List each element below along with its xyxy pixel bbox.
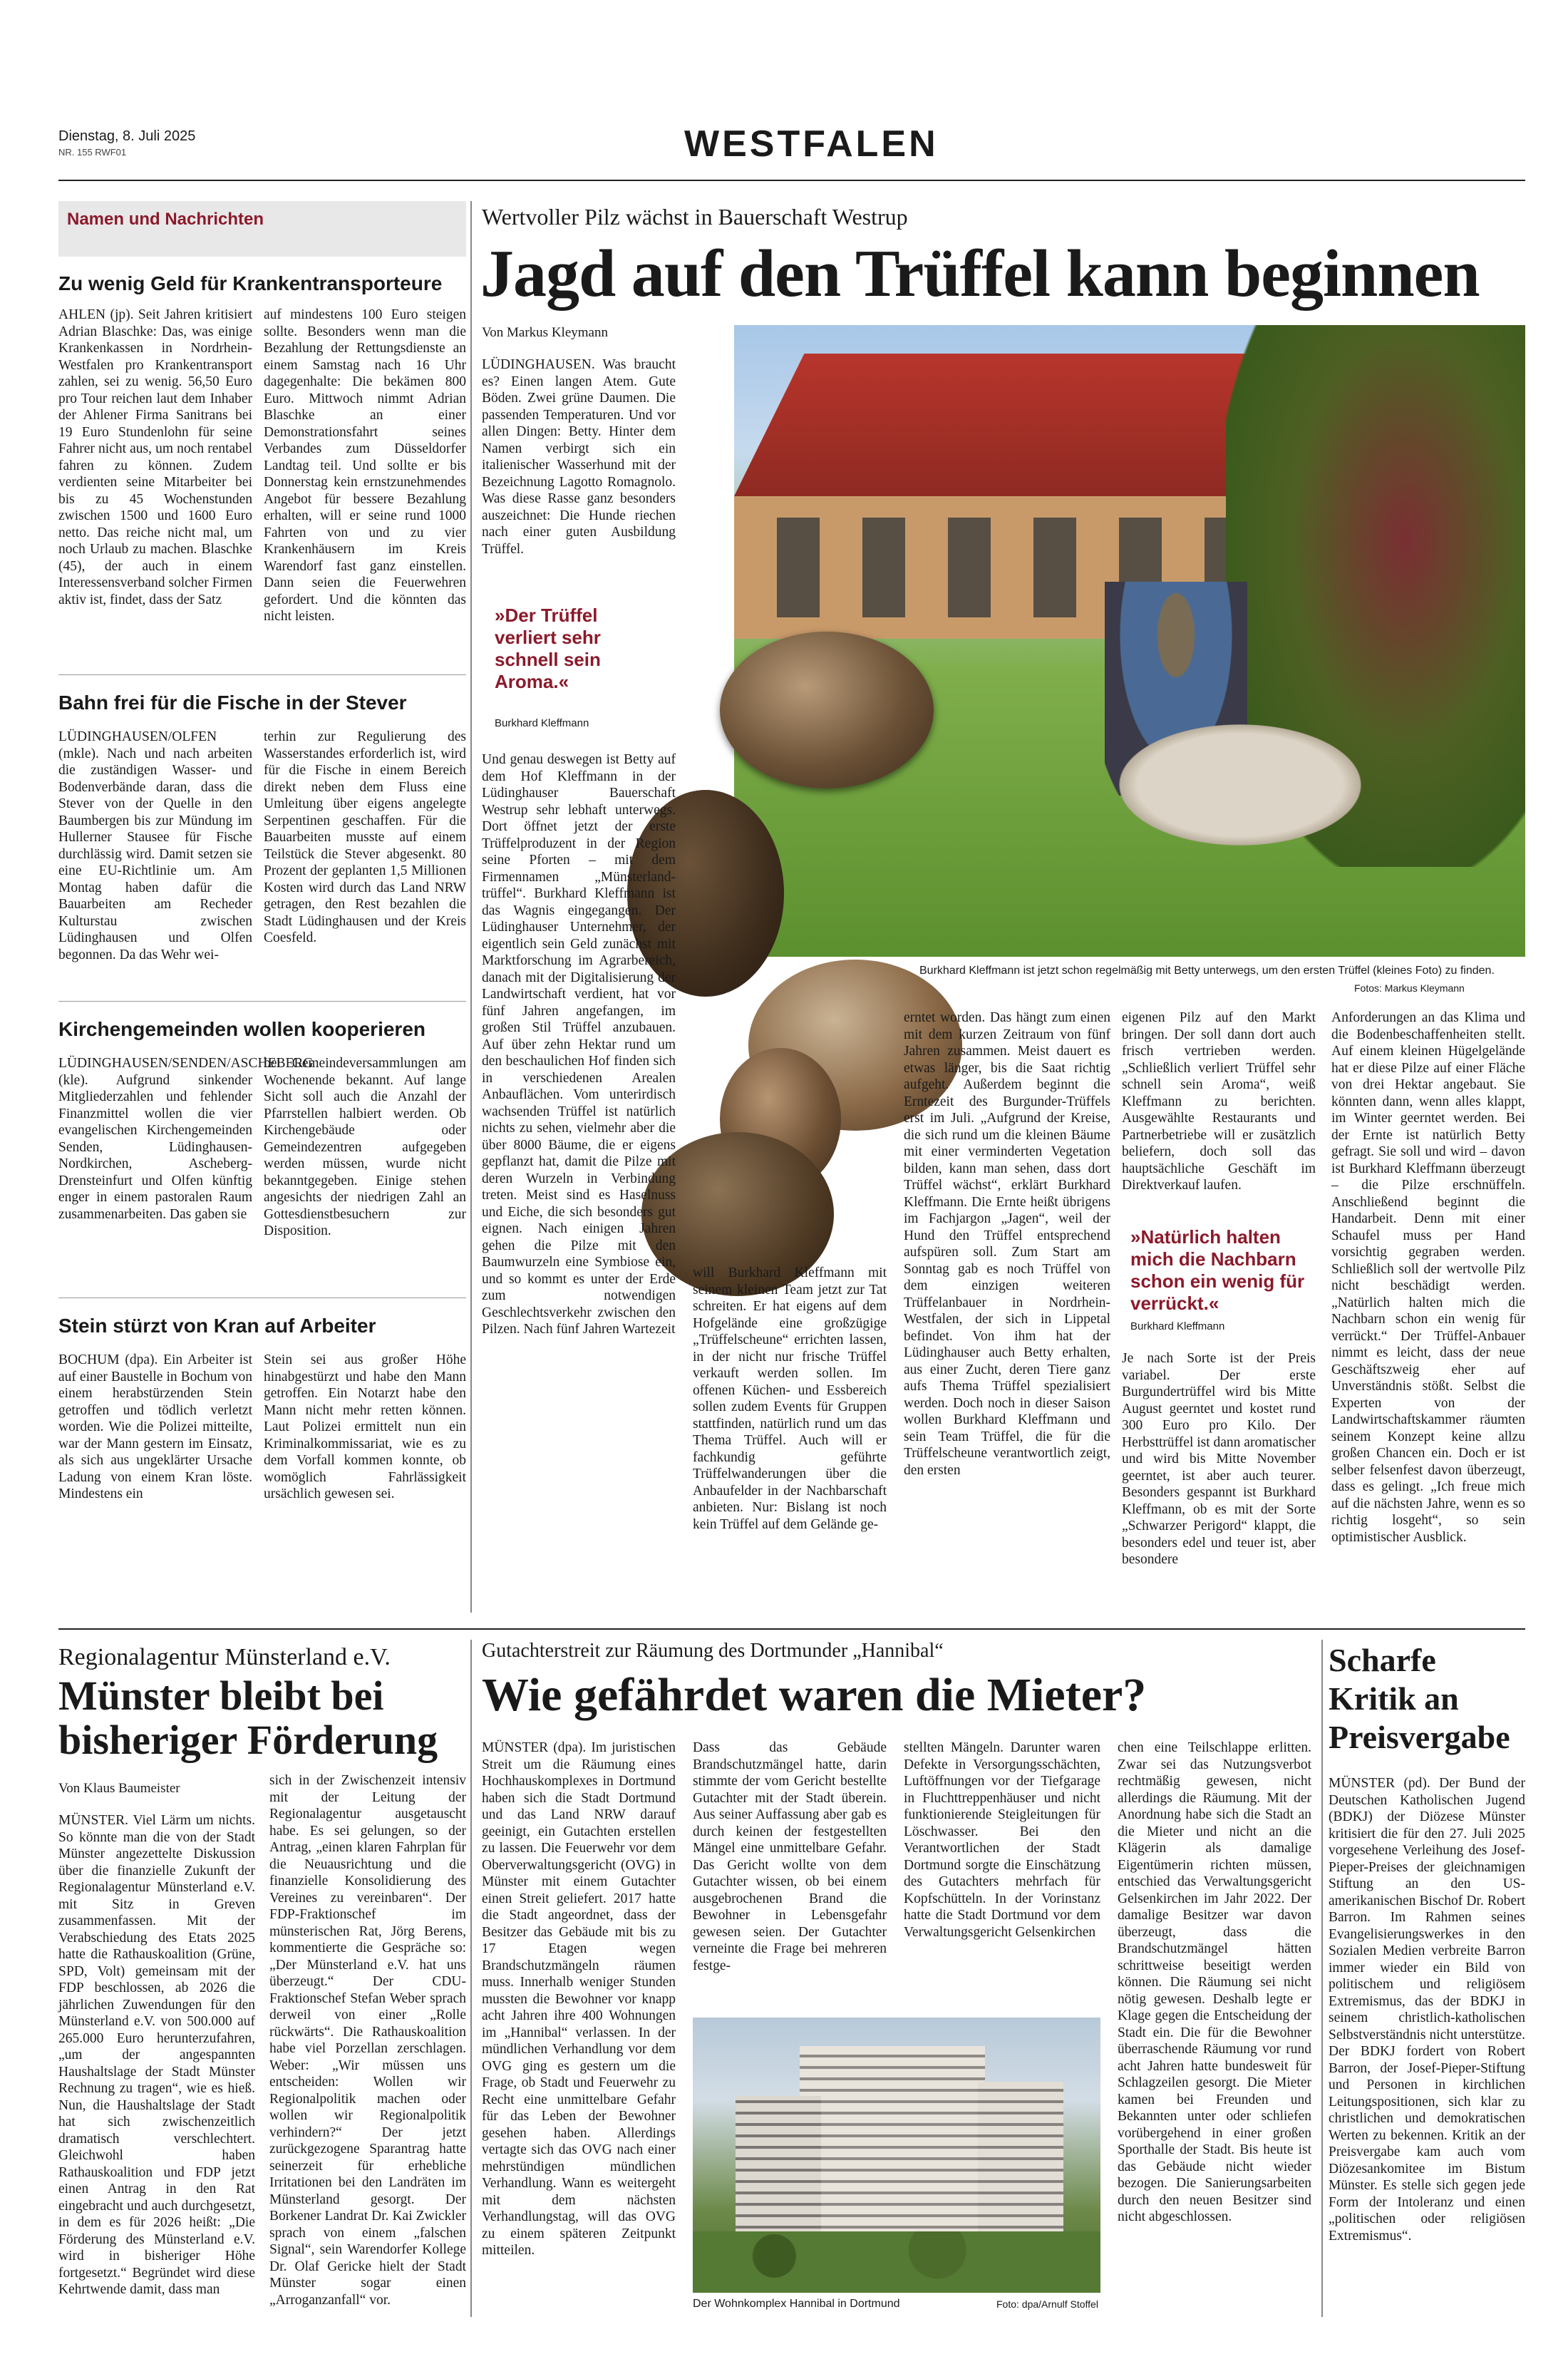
hannibal-column: chen eine Teilschlappe erlitten. Zwar sei das Nutzungsverbot rechtmäßig gewesen, nicht allerdings die Räumung. Mit der Anordnung habe sich die Stadt an die Mieter und nicht an die Klägerin als damalige Eigentümerin richten müssen, entschied das Verwaltungsgericht Gelsenkirchen im Jahr 2022. Der damalige Besitzer war davon überzeugt, dass die Brandschutzmängel hätten schrittweise beseitigt werden können. Die Räumung sei nicht nötig gewesen. Deshalb legte er Klage gegen die Entscheidung der Stadt ein. Die für die Bewohner überraschende Räumung vor rund acht Jahren hatte bundesweit für Schlagzeilen gesorgt. Die Mieter kamen bei Freunden und Bekannten unter oder schliefen vorübergehend in einer großen Sporthalle der Stadt. Bis heute ist das Gebäude nicht wieder bezogen. Die Sanierungsarbeiten durch den neuen Besitzer sind nicht abgeschlossen.	[1118, 1740, 1311, 2224]
hannibal-kicker: Gutachterstreit zur Räumung des Dortmunder „Hannibal“	[482, 1640, 944, 1662]
issue-number: NR. 155 RWF01	[58, 147, 127, 158]
pull-quote-source: Burkhard Kleffmann	[495, 717, 589, 729]
dog-figure	[1119, 724, 1361, 846]
muenster-byline: Von Klaus Baumeister	[58, 1781, 180, 1796]
truffle-column: Je nach Sorte ist der Preis variabel. Der erste Burgundertrüffel wird bis Mitte August geerntet und kostet rund 300 Euro pro Kilo. Der Herbsttrüffel ist dann aromatischer und wird bis Mitte November geerntet, ist aber auch teurer. Besonders gespannt ist Burkhard Kleffmann, ob es mit der Sorte „Schwarzer Perigord“ klappt, die besonders edel und teuer ist, aber besondere	[1122, 1351, 1316, 1567]
article-title: Bahn frei für die Fische in der Stever	[58, 692, 407, 714]
article-title: Stein stürzt von Kran auf Arbeiter	[58, 1315, 376, 1337]
high-rise-block	[800, 2046, 985, 2260]
truffle-kicker: Wertvoller Pilz wächst in Bauerschaft Westrup	[482, 204, 908, 230]
hannibal-column: stellten Mängeln. Darunter waren Defekte in Versorgungsschächten, Luftöffnungen vor der Tiefgarage in Fluchttreppenhäuser und nicht funktionierende Steigleitungen für Löschwasser. Bei den Verantwortlichen der Stadt Dortmund sorgte die Einschätzung des Gutachters mehrfach für Kopfschütteln. In der Vorinstanz hatte die Stadt Dortmund vor dem Verwaltungsgericht Gelsenkirchen	[904, 1740, 1100, 1940]
truffle-column: Anforderungen an das Klima und die Bodenbeschaffenheiten stellt. Auf einem kleinen Hügelgelände hat er diese Pilze auf einer Fläche von drei Hektar angebaut. Sie könnten dann, wenn alles klappt, im Winter geerntet werden. Bei der Ernte ist natürlich Betty gefragt. Sie soll und wird – davon ist Burkhard Kleffmann überzeugt – die Pilze erschnüffeln. Anschließend beginnt die Handarbeit. Denn mit einer Schaufel muss per Hand vorsichtig gegraben werden. Schließlich soll der wertvolle Pilz nicht beschädigt werden. „Natürlich halten mich die Nachbarn schon ein wenig für verrückt.“ Der Trüffel-Anbauer nimmt es leicht, dass der neue Geschäftszweig eher auf Unverständnis stößt. Selbst die Experten von der Landwirtschaftskammer räumten seinem Konzept keine allzu großen Chancen ein. Doch er ist selber felsenfest davon überzeugt, dass es gelingt. „Ich freue mich auf die nächsten Jahre, wenn es so richtig losgeht“, so sein optimistischer Ausblick.	[1331, 1010, 1525, 1545]
pull-quote: »Natürlich halten mich die Nachbarn schon ein wenig für verrückt.«	[1130, 1226, 1305, 1314]
kritik-headline: Scharfe Kritik an Preisvergabe	[1329, 1642, 1510, 1755]
pull-quote-source: Burkhard Kleffmann	[1130, 1320, 1225, 1332]
trees	[693, 2231, 1100, 2293]
muenster-column: MÜNSTER. Viel Lärm um nichts. So könnte man die von der Stadt Münster angezettelte Diskussion über die finanzielle Zukunft der Regionalagentur Münsterland e.V. mit Sitz in Greven zusammenfassen. Mit der Verabschiedung des Etats 2025 hatte die Rathauskoalition (Grüne, SPD, Volt) gemeinsam mit der FDP beschlossen, ab 2026 die jährlichen Zuwendungen für den Münsterland e.V. von 500.000 auf 265.000 Euro herunterzufahren, „um der angespannten Haushaltslage der Stadt Münster Rechnung zu tragen“, wie es hieß. Nun, die Haushaltslage der Stadt hat sich zwischenzeitlich dramatisch verschlechtert. Gleichwohl haben Rathauskoalition und FDP jetzt einen Antrag in den Rat eingebracht und auch durchgesetzt, in dem es für 2026 heißt: „Die Förderung des Münsterland e.V. wird in bisheriger Höhe fortgesetzt.“ Begründet wird diese Kehrtwende damit, dass man	[58, 1813, 255, 2297]
article-column: BOCHUM (dpa). Ein Arbeiter ist auf einer Baustelle in Bochum von einem herabstürzenden Stein getroffen und tödlich verletzt worden. Wie die Polizei mitteilte, war der Mann gestern im Einsatz, als sich aus ungeklärter Ursache Ladung von einem Kran löste. Mindestens ein	[58, 1352, 252, 1501]
section-title: WESTFALEN	[684, 123, 939, 165]
hannibal-column: MÜNSTER (dpa). Im juristischen Streit um die Räumung eines Hochhauskomplexes in Dortmund haben sich die Stadt Dortmund und das Land NRW darauf geeinigt, ein Gutachten erstellen zu lassen. Die Feuerwehr vor dem Oberverwaltungsgericht (OVG) in Münster mit einem Gutachter einen Streit geliefert. 2017 hatte die Stadt angeordnet, dass der Besitzer das Gebäude mit bis zu 17 Etagen wegen Brandschutzmängeln räumen muss. Innerhalb weniger Stunden mussten die Bewohner vor knapp acht Jahren ihre 400 Wohnungen im „Hannibal“ verlassen. In der mündlichen Verhandlung vor dem OVG ging es gestern um die Frage, ob Stadt und Feuerwehr zu Recht eine unmittelbare Gefahr für das Leben der Bewohner gesehen haben. Allerdings vertagte sich das OVG nach einer mehrstündigen mündlichen Verhandlung. Wann es weitergeht mit dem nächsten Verhandlungstag, will das OVG zu einem späteren Zeitpunkt mitteilen.	[482, 1740, 676, 2258]
truffle-column: will Burkhard Kleffmann mit seinem kleinen Team jetzt zur Tat schreiten. Er hat eigens auf dem Hofgelände eine großzügige „Trüffelscheune“ errichten lassen, in der nicht nur frische Trüffel verkauft werden sollen. Im offenen Küchen- und Essbereich sollen zudem Events für Gruppen stattfinden, natürlich rund um das Thema Trüffel. Auch will er fachkundig geführte Trüffelwanderungen über die Anbaufelder in der Nachbarschaft anbieten. Nur: Bislang ist noch kein Trüffel auf dem Gelände ge-	[693, 1265, 887, 1532]
article-column: AHLEN (jp). Seit Jahren kritisiert Adrian Blaschke: Das, was einige Krankenkassen in Nordrhein-Westfalen pro Krankentransport zahlen, sei zu wenig. 56,50 Euro pro Tour reichen laut dem Inhaber der Ahlener Firma Sanitrans bei 19 Euro Stundenlohn für seine Fahrer nicht aus, um noch rentabel fahren zu können. Zudem verdienten seine Mitarbeiter bei bis zu 45 Wochenstunden zwischen 1500 und 1600 Euro netto. Das reiche nicht mal, um noch Urlaub zu machen. Blaschke (45), der auch in einem Interessensverband solcher Firmen aktiv ist, findet, dass der Satz	[58, 307, 252, 607]
truffle-column: Und genau deswegen ist Betty auf dem Hof Kleffmann in der Lüdinghauser Bauerschaft Westrup sehr lebhaft unterwegs. Dort öffnet jetzt der erste Trüffelproduzent in der Region seine Pforten – mit dem Firmennamen „Münsterland-trüffel“. Burkhard Kleffmann ist das Wagnis eingegangen. Der Lüdinghauser Unternehmer, der eigentlich sein Geld zunächst mit Marktforschung im Agrarbereich, danach mit der Digitalisierung der Landwirtschaft verdient, hat vor fünf Jahren angefangen, im großen Stil Trüffel anzubauen. Auf über zehn Hektar rund um den beschaulichen Hof finden sich in verschiedenen Arealen Anbauflächen. Vom unterirdisch wachsenden Trüffel ist natürlich nichts zu sehen, vielmehr aber die über 8000 Bäume, die er eigens gepflanzt hat, damit die Pilze mit deren Wurzeln in Verbindung treten. Meist sind es Haselnuss und Eiche, die sich besonders gut eignen. Nach einigen Jahren gehen die Pilze mit den Baumwurzeln eine Symbiose ein, und so kommt es unter der Erde zum notwendigen Geschlechtsverkehr zwischen den Pilzen. Nach fünf Jahren Wartezeit	[482, 752, 676, 1337]
hannibal-photo	[693, 2018, 1100, 2293]
issue-date: Dienstag, 8. Juli 2025	[58, 128, 196, 144]
kritik-column: MÜNSTER (pd). Der Bund der Deutschen Katholischen Jugend (BDKJ) der Diözese Münster kritisiert die für den 27. Juli 2025 vorgesehene Verleihung des Josef-Pieper-Preises der gleichnamigen Stiftung an den US-amerikanischen Bischof Dr. Robert Barron. Im Rahmen seines Evangelisierungswerkes in den Sozialen Medien verbreite Barron immer wieder ein Bild von politischem und religiösem Extremismus, das der BDKJ in seinem christlich-katholischen Selbstverständnis nicht unterstütze. Der BDKJ fordert von Robert Barron, der Josef-Pieper-Stiftung und Personen in kirchlichen Leitungspositionen, sich klar zu christlichen und demokratischen Werten zu bekennen. Kritik an der Preisvergabe kam auch vom Diözesankomitee im Bistum Münster. Es stelle sich gegen jede Form der Intoleranz und einen „politischen oder religiösen Extremismus“.	[1329, 1776, 1525, 2244]
hannibal-column: Dass das Gebäude Brandschutzmängel hatte, darin stimmte der vom Gericht bestellte Gutachter mit der Stadt überein. Aus seiner Auffassung aber gab es durch keinen der festgestellten Mängel eine unmittelbare Gefahr. Das Gericht wollte von dem Gutachter wissen, ob bei einem ausgebrochenen Brand die Bewohner in Lebensgefahr gewesen seien. Der Gutachter verneinte die Frage bei mehreren festge-	[693, 1740, 887, 1973]
article-title: Kirchengemeinden wollen kooperieren	[58, 1018, 426, 1040]
hannibal-photo-credit: Foto: dpa/Arnulf Stoffel	[996, 2298, 1098, 2310]
muenster-column: sich in der Zwischenzeit intensiv mit der Leitung der Regionalagentur ausgetauscht habe. Es sei gelungen, so der Antrag, „einen klaren Fahrplan für die Neuausrichtung und die finanzielle Konsolidierung des Vereines zu vereinbaren“. Der FDP-Fraktionschef im münsterischen Rat, Jörg Berens, kommentierte die Gespräche so: „Der Münsterland e.V. hat uns überzeugt.“ Der CDU-Fraktionschef Stefan Weber sprach derweil von einer „Rolle rückwärts“. Die Rathauskoalition habe viel Porzellan zerschlagen. Weber: „Wir müssen uns entscheiden: Wollen wir Regionalpolitik machen oder wollen wir Regionalpolitik verhindern?“ Der jetzt zurückgezogene Sparantrag hatte seinerzeit für erhebliche Irritationen bei den Landräten im Münsterland gesorgt. Der Borkener Landrat Dr. Kai Zwickler sprach von einem „falschen Signal“, sein Warendorfer Kollege Dr. Olaf Gericke hielt der Stadt Münster sogar einen „Arroganzanfall“ vor.	[269, 1773, 466, 2308]
muenster-headline: Münster bleibt bei bisheriger Förderung	[58, 1673, 438, 1763]
article-column: bei Gemeindeversammlungen am Wochenende bekannt. Auf lange Sicht soll auch die Anzahl der Pfarrstellen halbiert werden. Ob Kirchengebäude oder Gemeindezentren aufgegeben werden müssen, wurde nicht bekanntgegeben. Einige stehen angesichts der niedrigen Zahl an Gottesdienstbesuchern zur Disposition.	[264, 1056, 466, 1238]
truffle-column: erntet worden. Das hängt zum einen mit dem kurzen Zeitraum von fünf Jahren zusammen. Meist dauert es etwas länger, bis die Saat richtig aufgeht. Außerdem beginnt die Erntezeit des Burgunder-Trüffels erst im Juli. „Aufgrund der Kreise, die sich rund um die kleinen Bäume mit einer verminderten Vegetation bilden, kann man sehen, dass dort Trüffel wächst“, erklärt Burkhard Kleffmann. Die Ernte heißt übrigens im Fachjargon „Jagen“, weil der Hund den Trüffel entsprechend aufspüren soll. Zum Start am Sonntag gab es noch Trüffel von dem einzigen weiteren Trüffelanbauer in Nordrhein-Westfalen, der sich in Lippetal befindet. Von ihm hat der Lüdinghauser auch Betty erhalten, aus einer Zucht, deren Tiere ganz aufs Thema Trüffel spezialisiert werden. Doch noch in dieser Saison wollen Burkhard Kleffmann und sein Team Trüffel, die für die Trüffelscheune verantwortlich zeigt, den ersten	[904, 1010, 1110, 1478]
truffle-photo-caption: Burkhard Kleffmann ist jetzt schon regelmäßig mit Betty unterwegs, um den ersten Trüffel (kleines Foto) zu finden.	[919, 965, 1495, 977]
muenster-kicker: Regionalagentur Münsterland e.V.	[58, 1644, 391, 1670]
sidebar	[58, 201, 466, 1663]
article-title: Zu wenig Geld für Krankentransporteure	[58, 272, 443, 294]
article-column: LÜDINGHAUSEN/SENDEN/ASCHEBERG (kle). Aufgrund sinkender Mitgliederzahlen und fehlender Finanzmittel wollen die vier evangelischen Kirchengemeinden Senden, Lüdinghausen-Nordkirchen, Ascheberg-Drensteinfurt und Olfen künftig enger in einem pastoralen Raum zusammenarbeiten. Das gaben sie	[58, 1056, 314, 1222]
hannibal-photo-caption: Der Wohnkomplex Hannibal in Dortmund	[693, 2298, 900, 2310]
truffle-inset	[720, 632, 934, 788]
truffle-byline: Von Markus Kleymann	[482, 325, 608, 340]
article-column: auf mindestens 100 Euro steigen sollte. Besonders wenn man die Bezahlung der Rettungsdienste an einem Samstag nach 16 Uhr dagegenhalte: Die bekämen 800 Euro. Mittwoch nimmt Adrian Blaschke an einer Demonstrationsfahrt seines Verbandes zum Düsseldorfer Landtag teil. Und sollte er bis Donnerstag kein ernstzunehmendes Angebot für bessere Bezahlung erhalten, will er seine rund 1000 Fahrten von und zu vier Krankenhäusern im Kreis Warendorf fast ganz einstellen. Dann seien die Feuerwehren gefordert. Und die könnten das nicht leisten.	[264, 307, 466, 624]
article-column: terhin zur Regulierung des Wasserstandes erforderlich ist, wird für die Fische in einem Bereich direkt neben dem Fluss eine Umleitung über eigens angelegte Serpentinen geschaffen. Für die Bauarbeiten musste auf einem Teilstück die Stever abgesenkt. 80 Prozent der geplanten 1,5 Millionen Kosten wird durch das Land NRW getragen, den Rest bezahlen die Stadt Lüdinghausen und der Kreis Coesfeld.	[264, 729, 466, 945]
article-column: LÜDINGHAUSEN/OLFEN (mkle). Nach und nach arbeiten die zuständigen Wasser- und Bodenverbände daran, dass die Stever von der Quelle in den Baumbergen bis zur Mündung im Hullerner Stausee für Fische durchlässig wird. Damit setzen sie eine EU-Richtlinie um. Am Montag haben dafür die Bauarbeiten am Recheder Kulturstau zwischen Lüdinghausen und Olfen begonnen. Da das Wehr wei-	[58, 729, 252, 962]
truffle-photo	[734, 325, 1525, 957]
article-column: Stein sei aus großer Höhe hinabgestürzt und habe den Mann getroffen. Ein Notarzt habe den Mann nicht mehr retten können. Laut Polizei ermittelt nun ein Kriminalkommissariat, wie es zu dem Vorfall kommen konnte, ob womöglich Fahrlässigkeit ursächlich gewesen sei.	[264, 1352, 466, 1501]
truffle-photo-credit: Fotos: Markus Kleymann	[1354, 982, 1465, 994]
truffle-column: eigenen Pilz auf den Markt bringen. Der soll dann dort auch frisch vertrieben werden. „Schließlich verliert Trüffel sehr schnell sein Aroma“, weiß Kleffmann zu berichten. Ausgewählte Restaurants und Partnerbetriebe will er zusätzlich beliefern, doch soll das hauptsächliche Geschäft im Direktverkauf laufen.	[1122, 1010, 1316, 1193]
sidebar-label: Namen und Nachrichten	[67, 210, 264, 229]
sidebar-label-box	[58, 201, 466, 257]
truffle-headline: Jagd auf den Trüffel kann beginnen	[480, 237, 1480, 311]
truffle-intro: LÜDINGHAUSEN. Was braucht es? Einen langen Atem. Gute Böden. Zwei grüne Daumen. Die passenden Temperaturen. Und vor allen Dingen: Betty. Hinter dem Namen verbirgt sich ein italienischer Wasserhund mit der Bezeichnung Lagotto Romagnolo. Was diese Rasse ganz besonders auszeichnet: Die Hunde riechen nach einer guten Ausbildung Trüffel.	[482, 357, 676, 557]
hannibal-headline: Wie gefährdet waren die Mieter?	[482, 1669, 1147, 1721]
pull-quote: »Der Trüffel verliert sehr schnell sein Aroma.«	[495, 605, 601, 692]
